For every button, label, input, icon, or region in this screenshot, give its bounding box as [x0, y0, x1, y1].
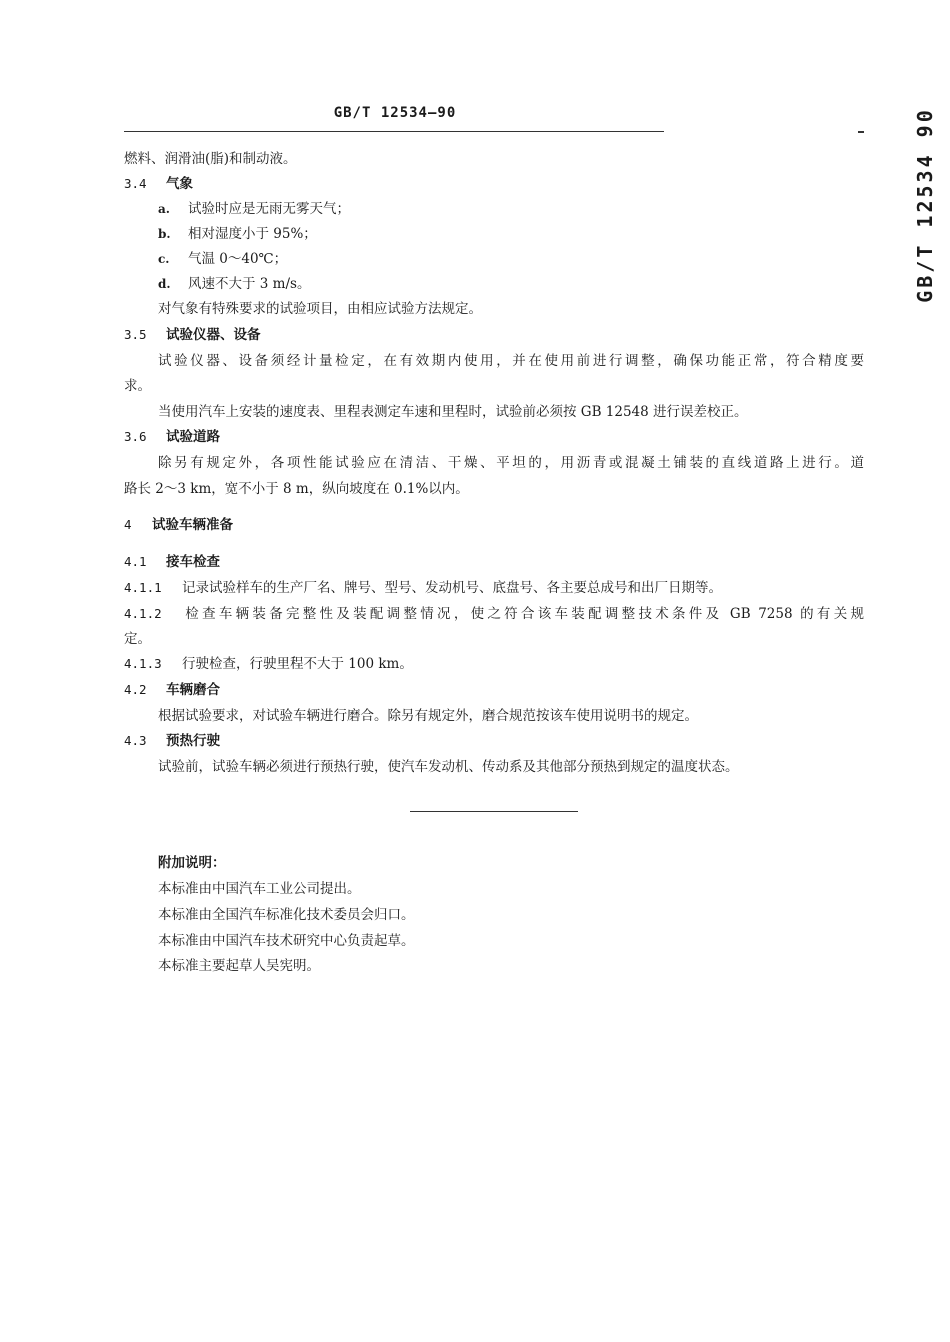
section-3-5-para-1: 试验仪器、设备须经计量检定，在有效期内使用，并在使用前进行调整，确保功能正常，符合精度要 [158, 353, 864, 369]
section-3-5-heading [124, 325, 261, 345]
section-4-1-heading [124, 552, 220, 572]
section-3-6-para-end: 路长 2～3 km，宽不小于 8 m，纵向坡度在 0.1%以内。 [124, 481, 469, 497]
section-3-6-heading [124, 427, 220, 447]
section-4-3-para: 试验前，试验车辆必须进行预热行驶，使汽车发动机、传动系及其他部分预热到规定的温度状态。 [158, 759, 739, 775]
section-3-4-note: 对气象有特殊要求的试验项目，由相应试验方法规定。 [158, 301, 482, 317]
section-title: 试验仪器、设备 [166, 327, 261, 343]
section-4-2-heading [124, 680, 220, 700]
para-continuation: 燃料、润滑油(脂)和制动液。 [124, 151, 297, 167]
note-line: 本标准由中国汽车工业公司提出。 [158, 881, 361, 897]
section-number: 3.4 [124, 176, 147, 191]
section-number: 3.5 [124, 327, 147, 342]
clause-text: 记录试验样车的生产厂名、牌号、型号、发动机号、底盘号、各主要总成号和出厂日期等。 [182, 580, 722, 596]
clause-number: 4.1.3 [124, 656, 162, 671]
end-separator [410, 811, 578, 812]
section-number: 4.3 [124, 733, 147, 748]
note-line: 本标准由中国汽车技术研究中心负责起草。 [158, 933, 415, 949]
list-label: d. [158, 277, 171, 291]
section-3-5-para-2: 当使用汽车上安装的速度表、里程表测定车速和里程时，试验前必须按 GB 12548 进行误差校正。 [158, 404, 748, 420]
list-item-d [158, 274, 310, 294]
clause-text: 检查车辆装备完整性及装配调整情况，使之符合该车装配调整技术条件及 GB 7258 的有关规 [182, 606, 864, 622]
list-text: 风速不大于 3 m/s。 [188, 276, 311, 292]
section-4-2-para: 根据试验要求，对试验车辆进行磨合。除另有规定外，磨合规范按该车使用说明书的规定。 [158, 708, 698, 724]
clause-text: 行驶检查，行驶里程不大于 100 km。 [182, 656, 413, 672]
section-title: 试验车辆准备 [152, 517, 233, 533]
header-tick [858, 131, 864, 133]
side-label-text: GB/T 12534 90 [913, 107, 937, 303]
header-rule [124, 131, 664, 132]
section-number: 4.1 [124, 554, 147, 569]
section-number: 4.2 [124, 682, 147, 697]
section-title: 车辆磨合 [166, 682, 220, 698]
list-item-a [158, 199, 350, 219]
list-item-b [158, 224, 317, 244]
list-label: c. [158, 252, 170, 266]
clause-number: 4.1.2 [124, 606, 162, 621]
clause-number: 4.1.1 [124, 580, 162, 595]
section-3-5-para-1-end: 求。 [124, 378, 151, 394]
section-4-3-heading [124, 731, 220, 751]
notes-title: 附加说明： [158, 855, 226, 871]
clause-4-1-3 [124, 654, 413, 674]
section-title: 试验道路 [166, 429, 220, 445]
section-title: 预热行驶 [166, 733, 220, 749]
header-code: GB/T 12534—90 [333, 105, 457, 121]
list-label: a. [158, 202, 170, 216]
section-number: 3.6 [124, 429, 147, 444]
clause-4-1-2 [124, 604, 864, 624]
section-3-6-para: 除另有规定外，各项性能试验应在清洁、干燥、平坦的，用沥青或混凝土铺装的直线道路上进行。道 [158, 455, 864, 471]
section-3-4-heading [124, 174, 193, 194]
clause-4-1-1 [124, 578, 722, 598]
note-line: 本标准由全国汽车标准化技术委员会归口。 [158, 907, 415, 923]
note-line: 本标准主要起草人吴宪明。 [158, 958, 320, 974]
section-title: 接车检查 [166, 554, 220, 570]
clause-4-1-2-end: 定。 [124, 631, 151, 647]
side-label [905, 100, 945, 310]
list-item-c [158, 249, 287, 269]
list-label: b. [158, 227, 171, 241]
section-4-heading [124, 515, 233, 535]
list-text: 试验时应是无雨无雾天气； [188, 201, 350, 217]
list-text: 气温 0～40℃； [188, 251, 288, 267]
list-text: 相对湿度小于 95%； [188, 226, 317, 242]
section-number: 4 [124, 517, 132, 532]
section-title: 气象 [166, 176, 193, 192]
